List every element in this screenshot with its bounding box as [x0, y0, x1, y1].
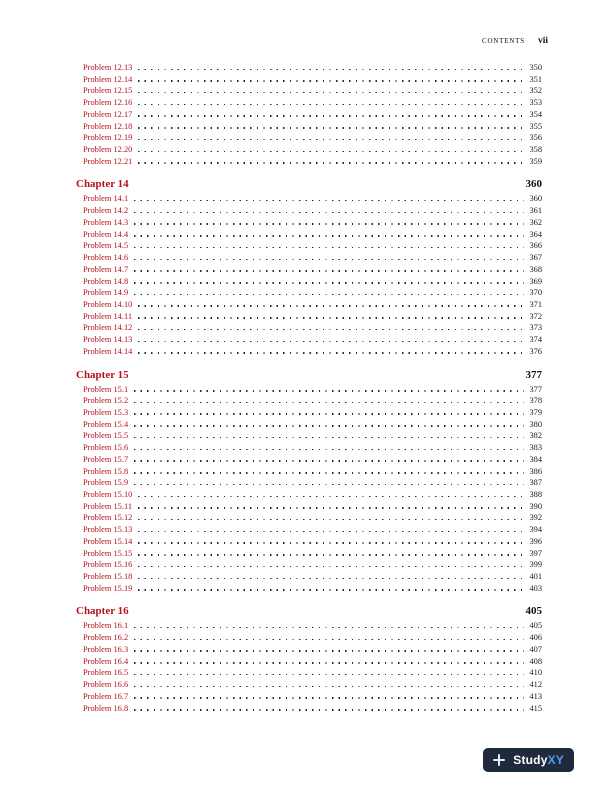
- toc-entry-label[interactable]: Problem 15.5: [83, 431, 129, 441]
- toc-entry-page[interactable]: 380: [529, 419, 542, 429]
- toc-entry-page[interactable]: 406: [529, 633, 542, 643]
- toc-entry[interactable]: [76, 419, 542, 431]
- toc-entry-label[interactable]: Problem 14.11: [83, 311, 133, 321]
- toc-entry-label[interactable]: Problem 15.10: [83, 490, 133, 499]
- dot-leader: [138, 151, 524, 153]
- page-folio: vii: [537, 36, 548, 46]
- toc-entry-label[interactable]: Problem 14.12: [83, 323, 133, 333]
- dot-leader: [134, 484, 524, 486]
- dot-leader: [138, 566, 524, 568]
- dot-leader: [134, 235, 524, 237]
- dot-leader: [134, 674, 524, 676]
- toc-entry-label[interactable]: Problem 12.15: [83, 86, 133, 96]
- dot-leader: [134, 627, 524, 629]
- toc-entry-page[interactable]: 383: [529, 443, 542, 453]
- toc-entry-page[interactable]: 364: [529, 229, 542, 239]
- dot-leader: [138, 139, 524, 141]
- toc-entry[interactable]: [76, 489, 542, 501]
- toc-entry-page[interactable]: 367: [529, 253, 542, 263]
- dot-leader: [138, 92, 524, 94]
- toc-entry-label[interactable]: Problem 16.3: [83, 644, 129, 654]
- toc-entry-label[interactable]: Problem 15.9: [83, 478, 129, 488]
- dot-leader: [134, 460, 524, 462]
- toc-entry[interactable]: [76, 299, 542, 311]
- chapter-page[interactable]: 405: [525, 605, 542, 618]
- toc-entry-page[interactable]: 377: [529, 384, 542, 394]
- toc-entry[interactable]: [76, 583, 542, 595]
- toc-entry-label[interactable]: Problem 12.19: [83, 133, 133, 143]
- toc-entry-page[interactable]: 392: [529, 513, 542, 523]
- dot-leader: [138, 578, 524, 580]
- dot-leader: [134, 425, 524, 427]
- toc-entry-page[interactable]: 413: [529, 691, 542, 701]
- toc-entry-page[interactable]: 350: [529, 63, 542, 72]
- toc-entry[interactable]: [76, 501, 542, 513]
- toc-entry-page[interactable]: 412: [529, 680, 542, 690]
- toc-entry[interactable]: [76, 430, 542, 442]
- dot-leader: [134, 294, 524, 296]
- toc-entry[interactable]: [76, 132, 542, 144]
- toc-entry-label[interactable]: Problem 16.6: [83, 680, 129, 690]
- dot-leader: [134, 413, 524, 415]
- toc-entry-page[interactable]: 370: [529, 288, 542, 298]
- toc-entry-label[interactable]: Problem 14.2: [83, 206, 129, 216]
- toc-entry-label[interactable]: Problem 15.8: [83, 466, 129, 476]
- brand-xy-text: XY: [547, 753, 564, 767]
- toc-entry[interactable]: [76, 536, 542, 548]
- toc-entry[interactable]: [76, 512, 542, 524]
- dot-leader: [134, 259, 524, 261]
- toc-entry-label[interactable]: Problem 12.21: [83, 156, 133, 166]
- toc-entry[interactable]: [76, 109, 542, 121]
- toc-entry-label[interactable]: Problem 15.6: [83, 443, 129, 453]
- dot-leader: [138, 519, 524, 521]
- toc-entry-label[interactable]: Problem 15.2: [83, 396, 129, 406]
- toc-entry-page[interactable]: 390: [529, 501, 542, 511]
- toc-entry-page[interactable]: 415: [529, 703, 542, 713]
- toc-entry-label[interactable]: Problem 14.1: [83, 194, 129, 204]
- toc-entry[interactable]: [76, 620, 542, 632]
- dot-leader: [134, 282, 524, 284]
- dot-leader: [134, 437, 524, 439]
- toc-entry-page[interactable]: 356: [529, 133, 542, 143]
- toc-entry-label[interactable]: Problem 14.8: [83, 276, 129, 286]
- toc-entry-page[interactable]: 353: [529, 98, 542, 108]
- toc-entry[interactable]: [76, 524, 542, 536]
- dot-leader: [134, 650, 524, 652]
- chapter-heading[interactable]: [76, 178, 542, 191]
- studyxy-logo: [483, 748, 574, 772]
- toc-entry-page[interactable]: 366: [529, 241, 542, 251]
- chapter-heading[interactable]: [76, 605, 542, 618]
- dot-leader: [134, 662, 524, 664]
- toc-entry-page[interactable]: 371: [529, 299, 542, 309]
- toc-entry[interactable]: [76, 276, 542, 288]
- toc-entry-label[interactable]: Problem 16.2: [83, 633, 129, 643]
- running-header: [482, 36, 548, 46]
- toc-entry[interactable]: [76, 74, 542, 86]
- dot-leader: [138, 305, 524, 307]
- toc-entry-page[interactable]: 378: [529, 396, 542, 406]
- toc-entry-label[interactable]: Problem 15.19: [83, 583, 133, 593]
- toc-entry-page[interactable]: 359: [529, 156, 542, 166]
- toc-entry-label[interactable]: Problem 14.5: [83, 241, 129, 251]
- brand-study-text: Study: [513, 753, 548, 767]
- dot-leader: [138, 80, 524, 82]
- toc-entry[interactable]: [76, 466, 542, 478]
- toc-entry-page[interactable]: 376: [529, 346, 542, 356]
- dot-leader: [138, 507, 524, 509]
- dot-leader: [138, 589, 524, 591]
- toc-entry-page[interactable]: 351: [529, 74, 542, 84]
- toc-entry[interactable]: [76, 156, 542, 168]
- dot-leader: [138, 69, 524, 71]
- toc-entry-page[interactable]: 401: [529, 572, 542, 582]
- toc: [76, 62, 542, 714]
- toc-entry[interactable]: [76, 311, 542, 323]
- toc-entry-page[interactable]: 386: [529, 466, 542, 476]
- toc-entry-label[interactable]: Problem 15.7: [83, 454, 129, 464]
- dot-leader: [134, 270, 524, 272]
- toc-entry-page[interactable]: 361: [529, 206, 542, 216]
- dot-leader: [134, 472, 524, 474]
- toc-entry-label[interactable]: Problem 16.5: [83, 668, 129, 678]
- plus-icon: [493, 754, 505, 766]
- toc-entry-label[interactable]: Problem 16.8: [83, 703, 129, 713]
- dot-leader: [134, 402, 524, 404]
- toc-entry[interactable]: [76, 407, 542, 419]
- toc-entry-page[interactable]: 358: [529, 145, 542, 155]
- toc-entry-label[interactable]: Problem 12.18: [83, 121, 133, 131]
- dot-leader: [138, 542, 524, 544]
- toc-entry[interactable]: [76, 691, 542, 703]
- dot-leader: [134, 212, 524, 214]
- toc-entry[interactable]: [76, 454, 542, 466]
- toc-entry[interactable]: [76, 322, 542, 334]
- dot-leader: [138, 531, 524, 533]
- toc-entry[interactable]: [76, 217, 542, 229]
- toc-entry[interactable]: [76, 85, 542, 97]
- toc-entry-label[interactable]: Problem 12.16: [83, 98, 133, 108]
- dot-leader: [138, 162, 524, 164]
- chapter-title[interactable]: Chapter 16: [76, 605, 129, 618]
- dot-leader: [138, 496, 524, 498]
- toc-entry-page[interactable]: 387: [529, 478, 542, 488]
- toc-entry[interactable]: [76, 384, 542, 396]
- toc-entry-page[interactable]: 399: [529, 560, 542, 570]
- toc-entry[interactable]: [76, 632, 542, 644]
- toc-entry-label[interactable]: Problem 16.1: [83, 621, 129, 631]
- toc-entry[interactable]: [76, 121, 542, 133]
- toc-entry-label[interactable]: Problem 14.10: [83, 299, 133, 309]
- toc-entry-label[interactable]: Problem 12.14: [83, 74, 133, 84]
- toc-entry-page[interactable]: 369: [529, 276, 542, 286]
- toc-entry-label[interactable]: Problem 14.7: [83, 264, 129, 274]
- toc-entry-label[interactable]: Problem 12.13: [83, 63, 133, 72]
- toc-entry[interactable]: [76, 346, 542, 358]
- toc-entry-page[interactable]: 374: [529, 335, 542, 345]
- toc-entry[interactable]: [76, 395, 542, 407]
- toc-entry[interactable]: [76, 287, 542, 299]
- toc-entry[interactable]: [76, 644, 542, 656]
- toc-entry-page[interactable]: 354: [529, 109, 542, 119]
- dot-leader: [134, 200, 524, 202]
- toc-entry-page[interactable]: 362: [529, 217, 542, 227]
- dot-leader: [138, 341, 524, 343]
- dot-leader: [134, 247, 524, 249]
- toc-entry[interactable]: [76, 205, 542, 217]
- toc-entry-label[interactable]: Problem 14.14: [83, 346, 133, 356]
- contents-header-label: CONTENTS: [482, 37, 525, 45]
- toc-entry-page[interactable]: 368: [529, 264, 542, 274]
- toc-entry-label[interactable]: Problem 15.1: [83, 384, 129, 394]
- toc-entry-label[interactable]: Problem 15.14: [83, 536, 133, 546]
- toc-entry[interactable]: [76, 264, 542, 276]
- toc-entry-page[interactable]: 352: [529, 86, 542, 96]
- toc-entry-label[interactable]: Problem 15.15: [83, 548, 133, 558]
- chapter-page[interactable]: 360: [525, 178, 542, 191]
- toc-entry[interactable]: [76, 229, 542, 241]
- toc-entry[interactable]: [76, 667, 542, 679]
- toc-entry-page[interactable]: 405: [529, 621, 542, 631]
- toc-entry-page[interactable]: 397: [529, 548, 542, 558]
- toc-entry-page[interactable]: 408: [529, 656, 542, 666]
- toc-entry-page[interactable]: 373: [529, 323, 542, 333]
- toc-entry-label[interactable]: Problem 14.4: [83, 229, 129, 239]
- toc-entry-page[interactable]: 388: [529, 490, 542, 499]
- toc-entry-label[interactable]: Problem 16.7: [83, 691, 129, 701]
- toc-entry-label[interactable]: Problem 15.12: [83, 513, 133, 523]
- toc-entry-label[interactable]: Problem 14.9: [83, 288, 129, 298]
- dot-leader: [138, 104, 524, 106]
- dot-leader: [134, 639, 524, 641]
- chapter-page[interactable]: 377: [525, 368, 542, 381]
- toc-entry-page[interactable]: 360: [529, 194, 542, 204]
- chapter-title[interactable]: Chapter 15: [76, 368, 129, 381]
- toc-entry-label[interactable]: Problem 14.13: [83, 335, 133, 345]
- toc-entry-page[interactable]: 394: [529, 525, 542, 535]
- toc-entry[interactable]: [76, 193, 542, 205]
- dot-leader: [134, 390, 524, 392]
- toc-entry[interactable]: [76, 252, 542, 264]
- toc-entry-page[interactable]: 382: [529, 431, 542, 441]
- toc-entry[interactable]: [76, 679, 542, 691]
- toc-entry[interactable]: [76, 477, 542, 489]
- toc-entry[interactable]: [76, 571, 542, 583]
- toc-entry-label[interactable]: Problem 15.18: [83, 572, 133, 582]
- toc-entry-page[interactable]: 384: [529, 454, 542, 464]
- toc-entry-label[interactable]: Problem 15.11: [83, 501, 133, 511]
- toc-entry-label[interactable]: Problem 14.3: [83, 217, 129, 227]
- toc-entry-page[interactable]: 396: [529, 536, 542, 546]
- dot-leader: [134, 686, 524, 688]
- toc-entry-label[interactable]: Problem 12.20: [83, 145, 133, 155]
- toc-entry-page[interactable]: 403: [529, 583, 542, 593]
- dot-leader: [138, 352, 524, 354]
- toc-entry-label[interactable]: Problem 15.16: [83, 560, 133, 570]
- toc-entry-label[interactable]: Problem 14.6: [83, 253, 129, 263]
- toc-entry[interactable]: [76, 334, 542, 346]
- toc-entry-page[interactable]: 407: [529, 644, 542, 654]
- dot-leader: [134, 697, 524, 699]
- dot-leader: [138, 329, 524, 331]
- toc-entry[interactable]: [76, 442, 542, 454]
- toc-entry-label[interactable]: Problem 12.17: [83, 109, 133, 119]
- toc-entry-page[interactable]: 379: [529, 407, 542, 417]
- dot-leader: [134, 223, 524, 225]
- toc-entry-label[interactable]: Problem 16.4: [83, 656, 129, 666]
- toc-entry-label[interactable]: Problem 15.13: [83, 525, 133, 535]
- dot-leader: [138, 127, 524, 129]
- toc-entry[interactable]: [76, 559, 542, 571]
- chapter-title[interactable]: Chapter 14: [76, 178, 129, 191]
- dot-leader: [134, 449, 524, 451]
- toc-entry-page[interactable]: 410: [529, 668, 542, 678]
- dot-leader: [134, 709, 524, 711]
- toc-entry[interactable]: [76, 97, 542, 109]
- toc-entry-page[interactable]: 355: [529, 121, 542, 131]
- toc-entry[interactable]: [76, 548, 542, 560]
- dot-leader: [138, 115, 524, 117]
- dot-leader: [138, 317, 524, 319]
- toc-entry[interactable]: [76, 144, 542, 156]
- dot-leader: [138, 554, 524, 556]
- toc-entry[interactable]: [76, 62, 542, 74]
- toc-entry[interactable]: [76, 703, 542, 715]
- toc-entry-page[interactable]: 372: [529, 311, 542, 321]
- toc-entry[interactable]: [76, 656, 542, 668]
- toc-entry-label[interactable]: Problem 15.4: [83, 419, 129, 429]
- toc-entry-label[interactable]: Problem 15.3: [83, 407, 129, 417]
- chapter-heading[interactable]: [76, 369, 542, 382]
- toc-entry[interactable]: [76, 240, 542, 252]
